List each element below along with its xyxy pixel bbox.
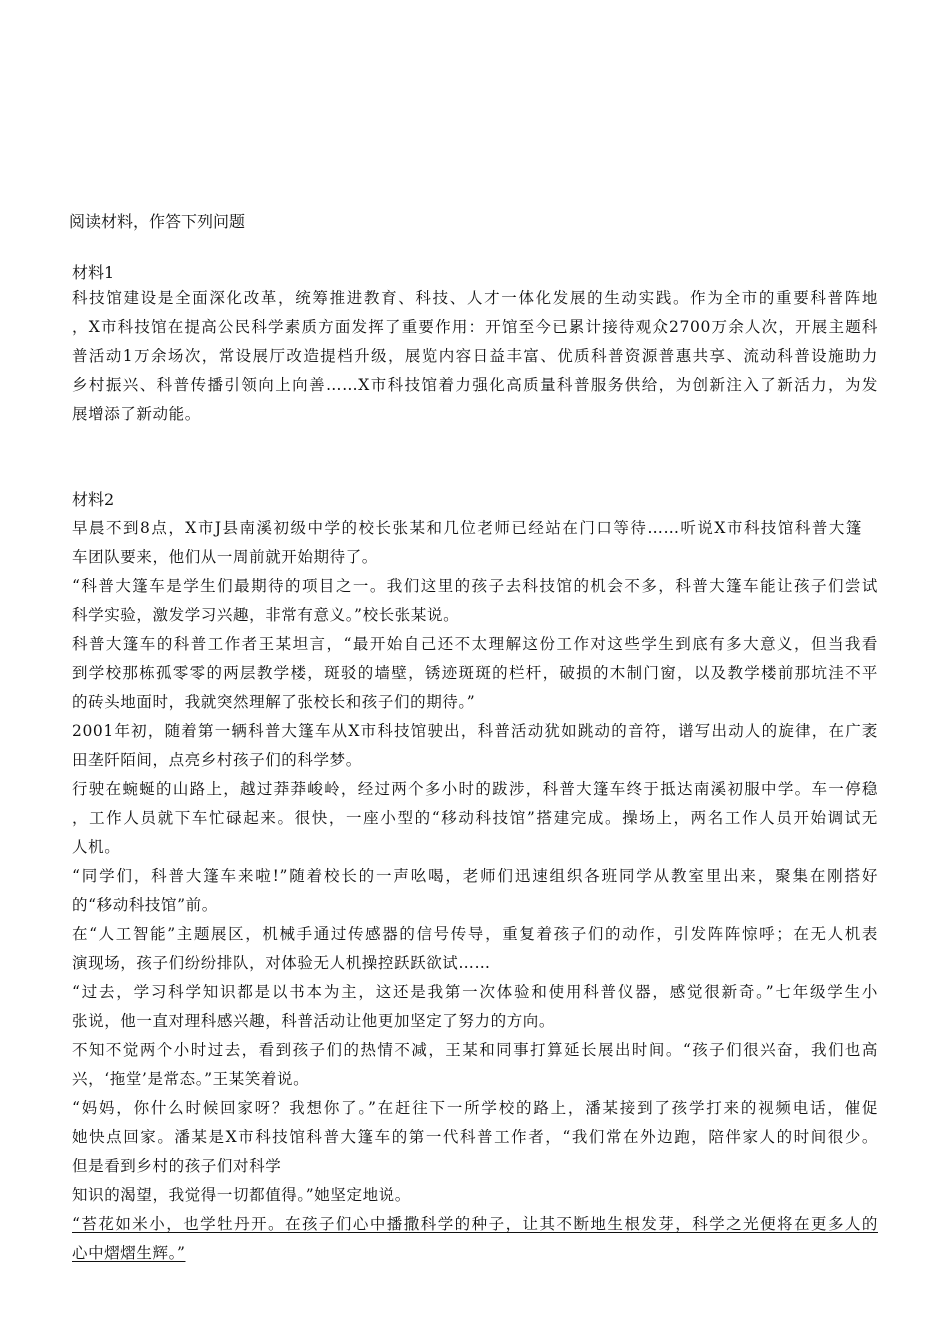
material2-line: 演现场，孩子们纷纷排队，对体验无人机操控跃跃欲试…… xyxy=(72,954,491,972)
material2-line: 的砖头地面时，我就突然理解了张校长和孩子们的期待。” xyxy=(72,693,476,711)
material2-line: 不知不觉两个小时过去，看到孩子们的热情不减，王某和同事打算延长展出时间。“孩子们很兴奋，我们也高 xyxy=(72,1041,878,1059)
instruction-heading: 阅读材料，作答下列问题 xyxy=(69,212,246,231)
material2-line: 的“移动科技馆”前。 xyxy=(72,896,218,914)
material2-line: “妈妈，你什么时候回家呀？我想你了。”在赶往下一所学校的路上，潘某接到了孩学打来的视频电话，催促 xyxy=(72,1099,878,1117)
material2-title: 材料2 xyxy=(72,490,115,509)
material2-line: 知识的渴望，我觉得一切都值得。”她坚定地说。 xyxy=(72,1186,411,1204)
material2-line: 科普大篷车的科普工作者王某坦言，“最开始自己还不太理解这份工作对这些学生到底有多大意义，但当我看 xyxy=(72,635,878,653)
material2-line: 2001年初，随着第一辆科普大篷车从X市科技馆驶出，科普活动犹如跳动的音符，谱写出动人的旋律，在广袤 xyxy=(72,722,878,740)
material2-line: 早晨不到8点，X市J县南溪初级中学的校长张某和几位老师已经站在门口等待……听说X市科技馆科普大篷 xyxy=(72,519,862,537)
material2-line: 田垄阡陌间，点亮乡村孩子们的科学梦。 xyxy=(72,751,362,769)
material2-line: “过去，学习科学知识都是以书本为主，这还是我第一次体验和使用科普仪器，感觉很新奇。”七年级学生小 xyxy=(72,983,878,1001)
underlined-quote-line: 心中熠熠生辉。” xyxy=(72,1244,186,1262)
material1-line: 乡村振兴、科普传播引领向上向善……X市科技馆着力强化高质量科普服务供给，为创新注入了新活力，为发 xyxy=(72,376,878,394)
material1-line: ，X市科技馆在提高公民科学素质方面发挥了重要作用：开馆至今已累计接待观众2700万余人次，开展主题科 xyxy=(72,318,878,336)
material2-line: 但是看到乡村的孩子们对科学 xyxy=(72,1157,282,1175)
material2-line: “同学们，科普大篷车来啦!”随着校长的一声吆喝，老师们迅速组织各班同学从教室里出来，聚集在刚搭好 xyxy=(72,867,878,885)
material1-line: 展增添了新动能。 xyxy=(72,405,201,423)
material2-line: 科学实验，激发学习兴趣，非常有意义。”校长张某说。 xyxy=(72,606,460,624)
material1-line: 普活动1万余场次，常设展厅改造提档升级，展览内容日益丰富、优质科普资源普惠共享、流动科普设施助力 xyxy=(72,347,878,365)
material2-line: 兴，‘拖堂’是常态。”王某笑着说。 xyxy=(72,1070,310,1088)
material2-line: 张说，他一直对理科感兴趣，科普活动让他更加坚定了努力的方向。 xyxy=(72,1012,556,1030)
material2-line: “科普大篷车是学生们最期待的项目之一。我们这里的孩子去科技馆的机会不多，科普大篷车能让孩子们尝试 xyxy=(72,577,878,595)
material1-line: 科技馆建设是全面深化改革，统筹推进教育、科技、人才一体化发展的生动实践。作为全市的重要科普阵地 xyxy=(72,289,878,307)
material2-line: 人机。 xyxy=(72,838,121,856)
material2-line: 到学校那栋孤零零的两层教学楼，斑驳的墙壁，锈迹斑斑的栏杆，破损的木制门窗，以及教学楼前那坑洼不平 xyxy=(72,664,878,682)
material2-line: 她快点回家。潘某是X市科技馆科普大篷车的第一代科普工作者，“我们常在外边跑，陪伴家人的时间很少。 xyxy=(72,1128,878,1146)
material2-line: ，工作人员就下车忙碌起来。很快，一座小型的“移动科技馆”搭建完成。操场上，两名工作人员开始调试无 xyxy=(72,809,878,827)
material1-title: 材料1 xyxy=(72,263,115,282)
material2-line: 车团队要来，他们从一周前就开始期待了。 xyxy=(72,548,378,566)
material2-line: 行驶在蜿蜒的山路上，越过莽莽峻岭，经过两个多小时的跋涉，科普大篷车终于抵达南溪初服中学。车一停稳 xyxy=(72,780,878,798)
underlined-quote-line: “苔花如米小，也学牡丹开。在孩子们心中播撒科学的种子，让其不断地生根发芽，科学之光便将在更多人的 xyxy=(72,1215,878,1233)
material2-line: 在“人工智能”主题展区，机械手通过传感器的信号传导，重复着孩子们的动作，引发阵阵惊呼；在无人机表 xyxy=(72,925,878,943)
